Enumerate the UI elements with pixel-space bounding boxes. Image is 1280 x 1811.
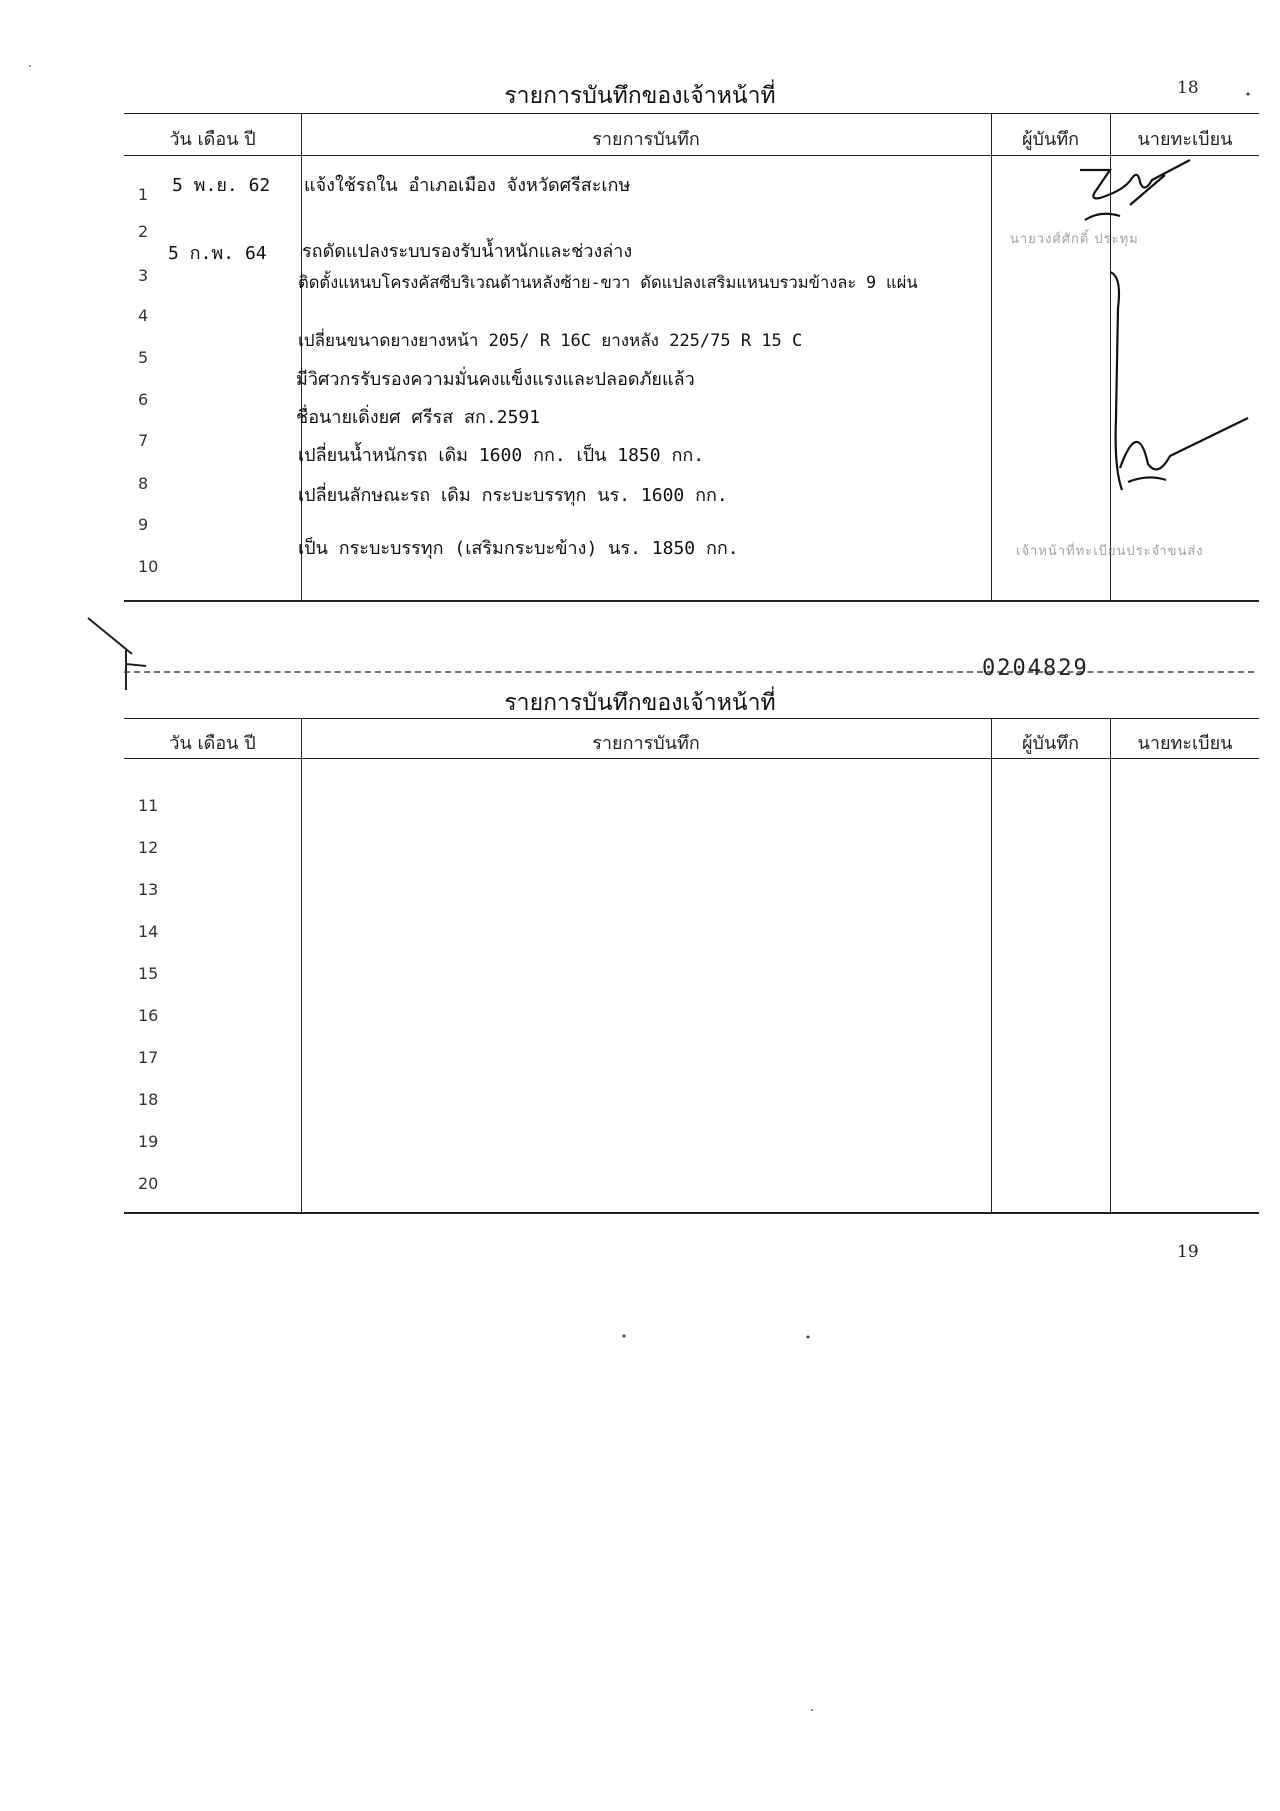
entry-text-8: เปลี่ยนลักษณะรถ เดิม กระบะบรรทุก นร. 1600 กก. [298,485,728,506]
row-number-6: 6 [138,390,149,409]
page-number-19: 19 [1177,1242,1199,1262]
entry-text-5: มีวิศวกรรับรองความมั่นคงแข็งแรงและปลอดภัยแล้ว [296,369,695,390]
row-number-11: 11 [138,796,159,815]
row-number-17: 17 [138,1048,159,1067]
header-registrar-1: นายทะเบียน [1137,129,1233,150]
row-number-7: 7 [138,431,149,450]
header-date-2: วัน เดือน ปี [169,733,256,754]
entry-text-1: แจ้งใช้รถใน อำเภอเมือง จังหวัดศรีสะเกษ [304,175,631,196]
row-number-13: 13 [138,880,159,899]
entry-text-9: เป็น กระบะบรรทุก (เสริมกระบะข้าง) นร. 1850 กก. [298,538,739,559]
serial-number: 0204829 [982,656,1089,681]
entry-date-2: 5 ก.พ. 64 [168,243,267,264]
row-number-10: 10 [138,557,159,576]
row-number-1: 1 [138,185,149,204]
registrar-stamp: เจ้าหน้าที่ทะเบียนประจำขนส่ง [1016,544,1204,559]
header-record-2: รายการบันทึก [592,733,700,754]
header-record-1: รายการบันทึก [592,129,700,150]
row-number-15: 15 [138,964,159,983]
header-date-1: วัน เดือน ปี [169,129,256,150]
entry-date-1: 5 พ.ย. 62 [172,175,271,196]
entry-text-2: รถดัดแปลงระบบรองรับน้ำหนักและช่วงล่าง [302,241,633,262]
row-number-20: 20 [138,1174,159,1193]
row-number-4: 4 [138,306,149,325]
header-recorder-2: ผู้บันทึก [1021,733,1080,754]
row-number-19: 19 [138,1132,159,1151]
row-number-9: 9 [138,515,149,534]
entry-text-4: เปลี่ยนขนาดยางยางหน้า 205/ R 16C ยางหลัง 225/75 R 15 C [298,331,803,351]
row-number-16: 16 [138,1006,159,1025]
entry-text-3: ติดตั้งแหนบโครงคัสซีบริเวณด้านหลังซ้าย-ขวา ดัดแปลงเสริมแหนบรวมข้างละ 9 แผ่น [298,273,918,292]
page-title-1: รายการบันทึกของเจ้าหน้าที่ [504,83,776,109]
recorder-stamp: นายวงศ์ศักดิ์ ประทุม [1010,232,1139,247]
entry-text-6: ชื่อนายเดิ่งยศ ศรีรส สก.2591 [296,407,541,428]
row-number-2: 2 [138,222,149,241]
row-number-8: 8 [138,474,149,493]
header-registrar-2: นายทะเบียน [1137,733,1233,754]
row-number-3: 3 [138,266,149,285]
header-recorder-1: ผู้บันทึก [1021,129,1080,150]
row-number-5: 5 [138,348,149,367]
entry-text-7: เปลี่ยนน้ำหนักรถ เดิม 1600 กก. เป็น 1850 กก. [298,445,705,466]
page-title-2: รายการบันทึกของเจ้าหน้าที่ [504,690,776,716]
row-number-14: 14 [138,922,159,941]
row-number-12: 12 [138,838,159,857]
row-number-18: 18 [138,1090,159,1109]
page-number-18: 18 [1177,78,1199,98]
